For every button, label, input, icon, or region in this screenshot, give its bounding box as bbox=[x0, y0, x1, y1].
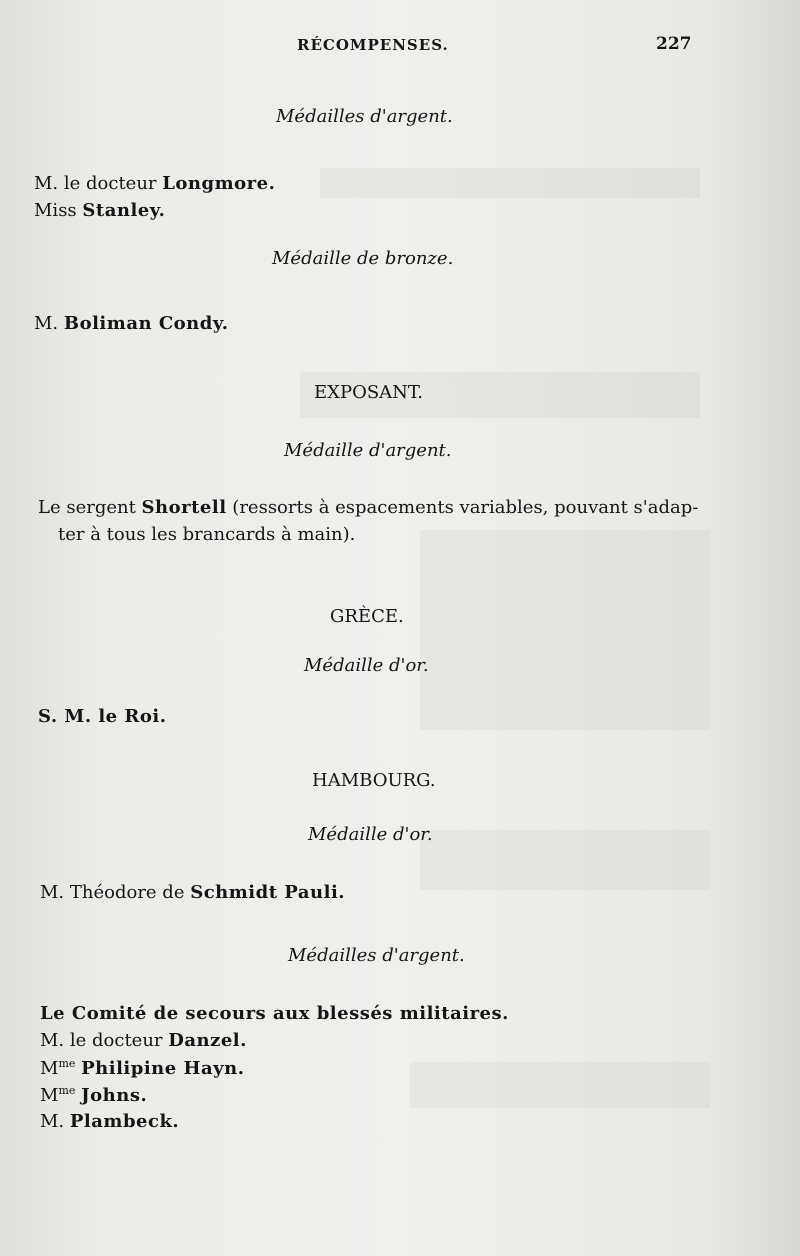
section-subhead: Médaille d'or. bbox=[308, 824, 433, 845]
recipient-name: Boliman Condy. bbox=[63, 313, 229, 334]
bleed-through-shadow bbox=[420, 530, 710, 730]
entry-prefix-superscript: me bbox=[58, 1084, 76, 1097]
recipient-name: Danzel. bbox=[168, 1030, 247, 1051]
entry-prefix-superscript: me bbox=[58, 1057, 76, 1070]
entry-prefix: M. bbox=[40, 1111, 70, 1132]
page-number: 227 bbox=[656, 34, 692, 54]
award-entry bbox=[34, 313, 229, 334]
entry-prefix: M bbox=[40, 1058, 59, 1079]
award-entry bbox=[38, 706, 166, 727]
entry-prefix: M bbox=[40, 1085, 59, 1106]
recipient-name: Shortell bbox=[141, 497, 227, 518]
award-entry bbox=[40, 1030, 247, 1051]
section-heading: EXPOSANT. bbox=[314, 382, 423, 403]
section-subhead: Médailles d'argent. bbox=[276, 106, 453, 127]
recipient-name: Stanley. bbox=[82, 200, 166, 221]
award-entry bbox=[34, 173, 275, 194]
award-entry bbox=[34, 200, 165, 221]
award-entry bbox=[40, 882, 345, 903]
award-entry bbox=[40, 1057, 244, 1079]
bleed-through-shadow bbox=[320, 168, 700, 198]
award-entry-continuation: ter à tous les brancards à main). bbox=[58, 524, 356, 545]
recipient-name: Schmidt Pauli. bbox=[190, 882, 346, 903]
section-subhead: Médaille d'argent. bbox=[284, 440, 452, 461]
award-entry bbox=[38, 497, 698, 518]
entry-prefix: M. bbox=[34, 313, 64, 334]
recipient-name: Le Comité de secours aux blessés militaires. bbox=[40, 1003, 509, 1024]
entry-prefix: Miss bbox=[34, 200, 83, 221]
award-entry bbox=[40, 1003, 509, 1024]
section-heading: GRÈCE. bbox=[330, 606, 404, 627]
entry-prefix: M. Théodore de bbox=[40, 882, 191, 903]
award-entry bbox=[40, 1084, 147, 1106]
entry-prefix: M. le docteur bbox=[34, 173, 163, 194]
recipient-name: Johns. bbox=[81, 1085, 148, 1106]
running-head: RÉCOMPENSES. bbox=[297, 36, 449, 54]
recipient-name: S. M. le Roi. bbox=[38, 706, 167, 727]
recipient-name: Philipine Hayn. bbox=[81, 1058, 245, 1079]
section-subhead: Médaille de bronze. bbox=[272, 248, 454, 269]
section-subhead: Médailles d'argent. bbox=[288, 945, 465, 966]
recipient-name: Plambeck. bbox=[69, 1111, 180, 1132]
award-entry bbox=[40, 1111, 179, 1132]
bleed-through-shadow bbox=[420, 830, 710, 890]
bleed-through-shadow bbox=[410, 1062, 710, 1108]
section-subhead: Médaille d'or. bbox=[304, 655, 429, 676]
entry-prefix: Le sergent bbox=[38, 497, 142, 518]
section-heading: HAMBOURG. bbox=[312, 770, 436, 791]
entry-description: (ressorts à espacements variables, pouvant s'adap- bbox=[226, 497, 699, 518]
entry-prefix: M. le docteur bbox=[40, 1030, 169, 1051]
recipient-name: Longmore. bbox=[162, 173, 276, 194]
